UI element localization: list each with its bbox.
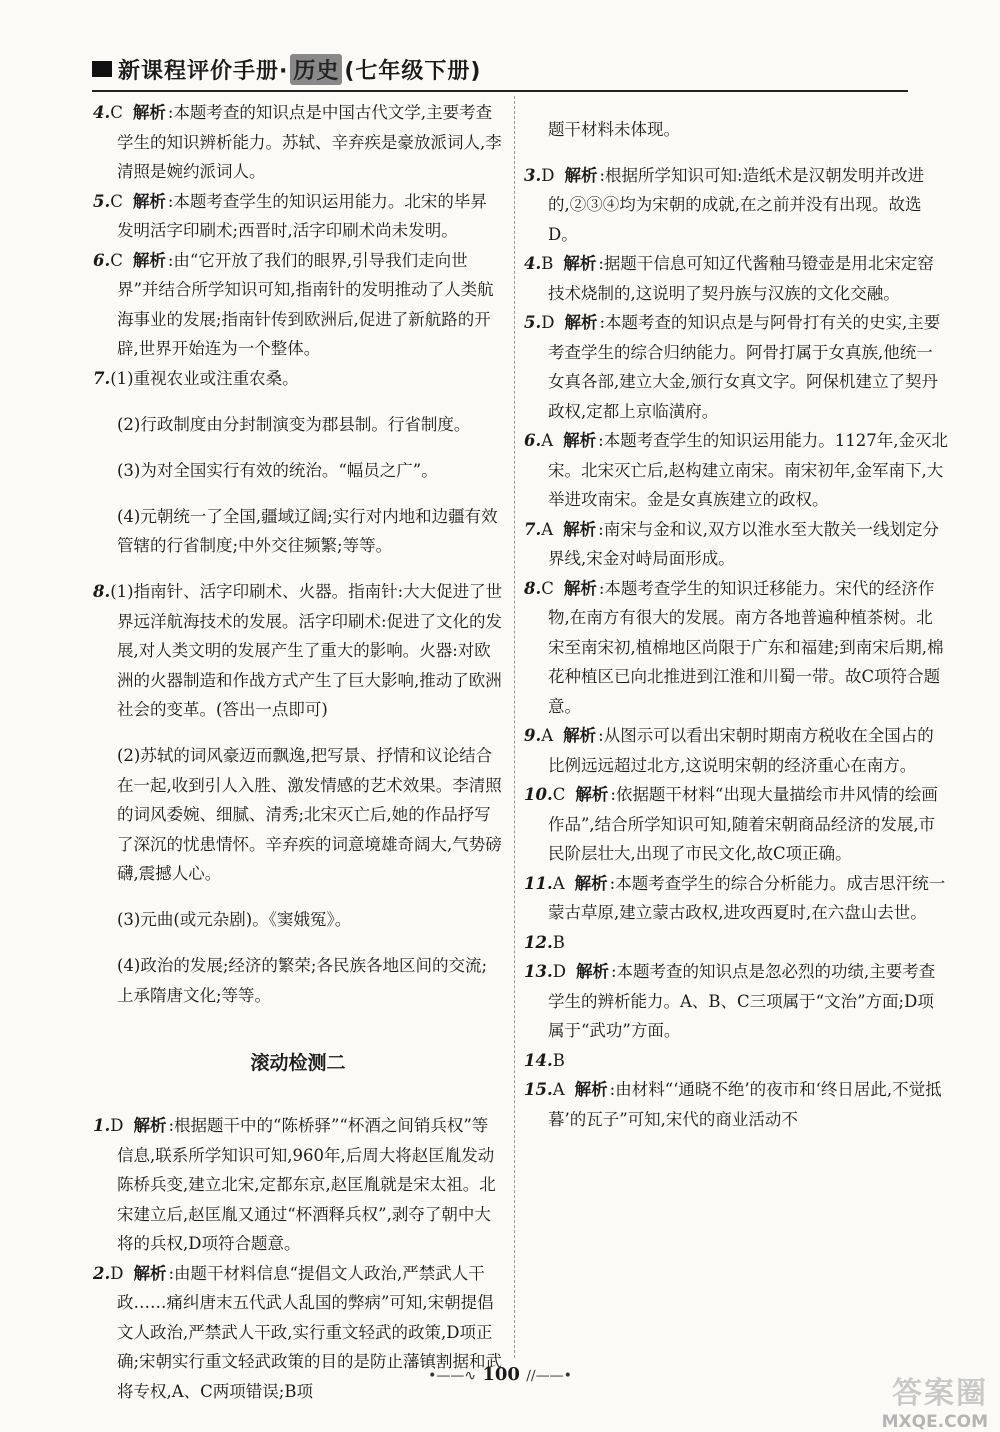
- analysis-text: :根据所学知识可知:造纸术是汉朝发明并改进的,②③④均为宋朝的成就,在之前并没有出现。故选D。: [548, 165, 925, 244]
- header-subject: 历史: [290, 54, 342, 85]
- analysis-text: :本题考查学生的知识运用能力。北宋的毕昇发明活字印刷术;西晋时,活字印刷术尚未发明。: [117, 191, 487, 240]
- analysis-label: 解析: [575, 962, 609, 981]
- item-number: 2.: [93, 1263, 111, 1283]
- item-number: 8.: [524, 578, 542, 598]
- item-answer: C: [110, 103, 123, 122]
- item-number: 9.: [524, 726, 542, 745]
- item-number: 7.: [524, 519, 542, 539]
- analysis-label: 解析: [574, 1080, 608, 1099]
- item-number: 13.: [524, 962, 553, 981]
- analysis-text: :本题考查的知识点是忽必烈的功绩,主要考查学生的辨析能力。A、B、C三项属于“文治”方面;D项属于“武功”方面。: [548, 962, 936, 1040]
- item-number: 4.: [93, 103, 111, 122]
- item-number: 11.: [524, 873, 553, 893]
- left-column: [93, 98, 503, 1406]
- analysis-label: 解析: [132, 103, 166, 122]
- item-number: 1.: [93, 1116, 111, 1135]
- answer-line: (4)元朝统一了全国,疆域辽阔;实行对内地和边疆有效管辖的行省制度;中外交往频繁;等等。: [117, 506, 498, 555]
- answer-item: [524, 780, 948, 869]
- answer-item: [524, 1046, 948, 1076]
- answer-line: (2)行政制度由分封制演变为郡县制。行省制度。: [117, 414, 471, 434]
- analysis-label: 解析: [563, 431, 597, 450]
- analysis-text: :由题干材料信息“提倡文人政治,严禁武人干政……痛纠唐末五代武人乱国的弊病”可知,宋朝提倡文人政治,严禁武人干政,实行重文轻武的政策,D项正确;宋朝实行重文轻武政策的目的是防止藩镇割据和武将专权,A、C两项错误;B项: [117, 1263, 503, 1401]
- answer-item: [524, 928, 948, 958]
- page-footer: [0, 1364, 1000, 1385]
- item-answer: D: [110, 1116, 124, 1135]
- item-answer: A: [552, 873, 565, 893]
- analysis-label: 解析: [133, 1116, 167, 1135]
- item-answer: B: [541, 254, 554, 273]
- analysis-text: :依据题干材料“出现大量描绘市井风情的绘画作品”,结合所学知识可知,随着宋朝商品经济的发展,市民阶层壮大,出现了市民文化,故C项正确。: [548, 785, 938, 863]
- analysis-text: :由“它开放了我们的眼界,引导我们走向世界”并结合所学知识可知,指南针的发明推动了人类航海事业的发展;指南针传到欧洲后,促进了新航路的开辟,世界开始连为一个整体。: [117, 250, 494, 358]
- item-answer: A: [541, 519, 554, 539]
- answer-item: [524, 1075, 948, 1134]
- item-answer: D: [110, 1263, 124, 1283]
- answer-line: (4)政治的发展;经济的繁荣;各民族各地区间的交流;上承隋唐文化;等等。: [117, 956, 488, 1005]
- item-answer: C: [110, 250, 123, 270]
- ornament-right: ∕∕——•: [526, 1368, 572, 1384]
- right-column: [524, 98, 948, 1193]
- analysis-label: 解析: [575, 785, 609, 804]
- item-number: 8.: [93, 582, 111, 601]
- item-answer: D: [541, 313, 555, 332]
- analysis-text: :南宋与金和议,双方以淮水至大散关一线划定分界线,宋金对峙局面形成。: [548, 519, 939, 568]
- analysis-text: :本题考查学生的综合分析能力。成吉思汗统一蒙古草原,建立蒙古政权,进攻西夏时,在六盘山去世。: [548, 873, 946, 922]
- header-title-post: (七年级下册): [344, 58, 482, 84]
- item-number: 7.: [93, 368, 111, 388]
- analysis-text: :本题考查学生的知识运用能力。1127年,金灭北宋。北宋灭亡后,赵构建立南宋。南宋初年,金军南下,大举进攻南宋。金是女真族建立的政权。: [548, 431, 948, 509]
- answer-line: (1)指南针、活字印刷术、火器。指南针:大大促进了世界远洋航海技术的发展。活字印刷术:促进了文化的发展,对人类文明的发展产生了重大的影响。火器:对欧洲的火器制造和作战方式产生了巨大影响,推动了欧洲社会的变革。(答出一点即可): [110, 582, 503, 719]
- analysis-text: :本题考查的知识点是中国古代文学,主要考查学生的知识辨析能力。苏轼、辛弃疾是豪放派词人,李清照是婉约派词人。: [117, 103, 502, 181]
- header-title-pre: 新课程评价手册·: [118, 58, 289, 84]
- item-number: 15.: [524, 1080, 553, 1099]
- analysis-label: 解析: [133, 1263, 167, 1283]
- item-number: 5.: [524, 313, 542, 332]
- answer-item: [524, 161, 948, 250]
- watermark-url: MXQE.COM: [881, 1412, 988, 1432]
- column-divider: [514, 96, 515, 1358]
- analysis-text: :根据题干中的“陈桥驿”“杯酒之间销兵权”等信息,联系所学知识可知,960年,后周大将赵匡胤发动陈桥兵变,建立北宋,定都东京,赵匡胤就是宋太祖。北宋建立后,赵匡胤又通过“杯酒释兵权”,剥夺了朝中大将的兵权,D项符合题意。: [117, 1116, 496, 1253]
- answer-item: [524, 574, 948, 722]
- answer-line: (2)苏轼的词风豪迈而飘逸,把写景、抒情和议论结合在一起,收到引人入胜、激发情感的艺术效果。李清照的词风委婉、细腻、清秀;北宋灭亡后,她的作品抒写了深沉的忧患情怀。辛弃疾的词意境雄奇阔大,气势磅礴,震撼人心。: [117, 746, 502, 883]
- item-answer: D: [541, 165, 555, 185]
- answer-item: [93, 187, 503, 246]
- item-answer: C: [552, 785, 566, 804]
- answer-line: (3)元曲(或元杂剧)。《窦娥冤》。: [117, 910, 352, 929]
- item-number: 12.: [524, 932, 553, 952]
- analysis-text: :从图示可以看出宋朝时期南方税收在全国占的比例远远超过北方,这说明宋朝的经济重心在南方。: [548, 726, 934, 775]
- item-answer: A: [541, 431, 554, 450]
- analysis-label: 解析: [563, 519, 597, 539]
- continued-text: 题干材料未体现。: [548, 119, 680, 139]
- answer-item: [524, 426, 948, 515]
- item-answer: C: [110, 191, 123, 211]
- analysis-text: :由材料“‘通晓不绝’的夜市和‘终日居此,不觉抵暮’的瓦子”可知,宋代的商业活动不: [548, 1080, 942, 1129]
- page-number: 100: [482, 1364, 520, 1385]
- answer-item: [524, 515, 948, 574]
- item-number: 3.: [524, 165, 542, 185]
- page-header: [92, 52, 482, 86]
- item-answer: A: [552, 1080, 565, 1099]
- item-answer: C: [541, 578, 554, 598]
- answer-line: (1)重视农业或注重农桑。: [110, 368, 299, 388]
- answer-item: [524, 308, 948, 426]
- item-answer: D: [552, 962, 566, 981]
- answer-item: [524, 869, 948, 928]
- analysis-label: 解析: [564, 313, 598, 332]
- answer-item-8: [93, 577, 503, 1010]
- analysis-label: 解析: [564, 165, 598, 185]
- item-answer: B: [552, 1050, 565, 1070]
- section-title: 滚动检测二: [250, 1052, 346, 1074]
- book-icon: [92, 61, 112, 77]
- answer-item-7: [93, 364, 503, 561]
- item-number: 4.: [524, 254, 542, 273]
- analysis-text: :据题干信息可知辽代酱釉马镫壶是用北宋定窑技术烧制的,这说明了契丹族与汉族的文化交融。: [548, 254, 934, 303]
- answer-item: [524, 957, 948, 1046]
- item-answer: B: [552, 932, 565, 952]
- watermark-logo-text: 答案圈: [892, 1376, 988, 1411]
- answer-item: [524, 249, 948, 308]
- ornament-left: •——∿: [428, 1368, 477, 1384]
- analysis-label: 解析: [132, 191, 166, 211]
- analysis-text: :本题考查学生的知识迁移能力。宋代的经济作物,在南方有很大的发展。南方各地普遍种植茶树。北宋至南宋初,植棉地区尚限于广东和福建;到南宋后期,棉花种植区已向北推进到江淮和川蜀一带。故C项符合题意。: [548, 578, 944, 716]
- analysis-label: 解析: [563, 254, 597, 273]
- item-number: 10.: [524, 785, 553, 804]
- answer-item: [93, 246, 503, 364]
- answer-item: [93, 1111, 503, 1259]
- answer-item: [524, 1134, 948, 1164]
- answer-item: [93, 98, 503, 187]
- item-number: 6.: [524, 431, 542, 450]
- analysis-label: 解析: [563, 578, 597, 598]
- item-number: 14.: [524, 1050, 553, 1070]
- item-answer: A: [541, 726, 554, 745]
- analysis-label: 解析: [132, 250, 166, 270]
- item-number: 6.: [93, 250, 111, 270]
- item-number: 5.: [93, 191, 111, 211]
- analysis-label: 解析: [563, 726, 597, 745]
- analysis-label: 解析: [574, 873, 608, 893]
- answer-item: [524, 1164, 948, 1194]
- analysis-text: :本题考查的知识点是与阿骨打有关的史实,主要考查学生的综合归纳能力。阿骨打属于女真族,他统一女真各部,建立大金,颁行女真文字。阿保机建立了契丹政权,定都上京临潢府。: [548, 313, 941, 421]
- answer-item: [524, 721, 948, 780]
- header-rule: [92, 90, 908, 92]
- watermark: [882, 1368, 988, 1432]
- answer-line: (3)为对全国实行有效的统治。“幅员之广”。: [117, 460, 438, 480]
